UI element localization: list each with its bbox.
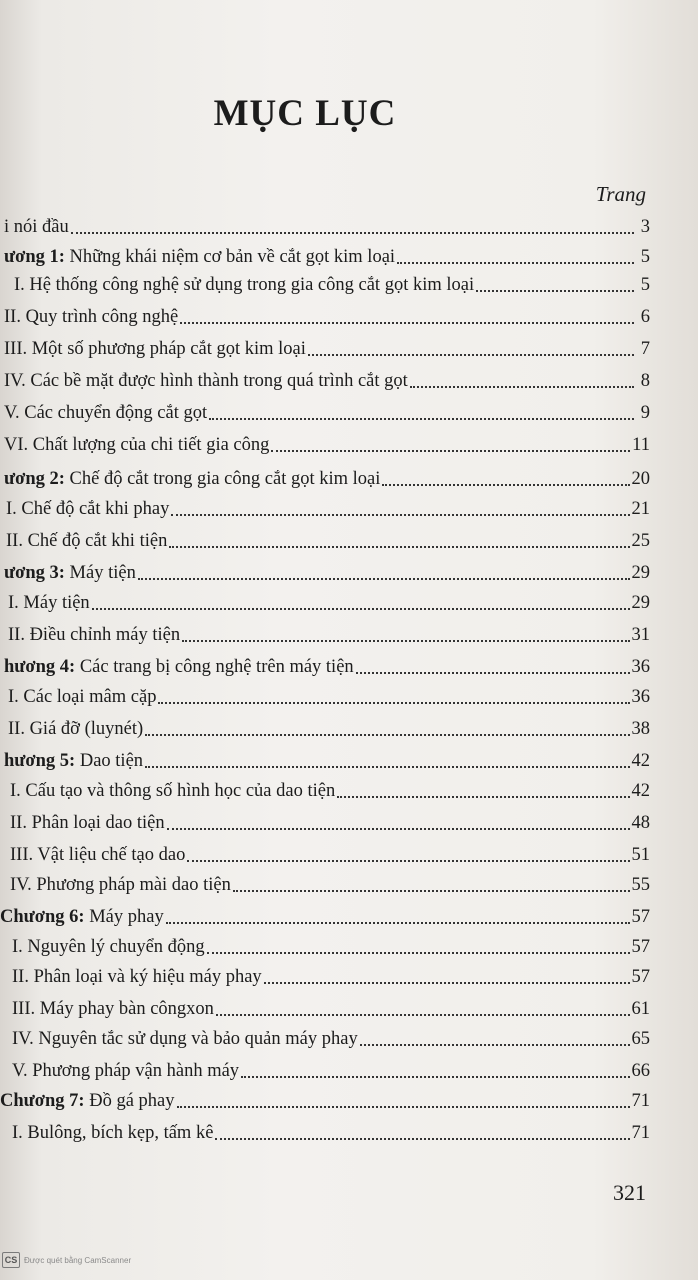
dot-leader <box>337 795 629 798</box>
toc-chapter-row <box>0 1082 650 1112</box>
toc-page-number: 71 <box>631 1091 650 1111</box>
dot-leader <box>169 545 629 548</box>
toc-entry-label <box>12 1122 213 1144</box>
toc-entry-label <box>4 562 136 584</box>
dot-leader <box>71 231 634 234</box>
chapter-prefix: hương 4: <box>4 657 76 677</box>
toc-entry-text: I. Chế độ cắt khi phay <box>6 499 170 519</box>
dot-leader <box>233 889 630 892</box>
toc-page-number: 11 <box>632 435 650 455</box>
page-title: MỤC LỤC <box>213 93 397 134</box>
toc-chapter-row <box>0 898 650 928</box>
toc-entry-label <box>0 1090 175 1112</box>
watermark-text: Được quét bằng CamScanner <box>24 1255 132 1265</box>
toc-section-row <box>0 990 650 1020</box>
dot-leader <box>167 827 630 830</box>
toc-entry-text: II. Giá đỡ (luynét) <box>8 719 144 739</box>
toc-entry-label <box>10 780 335 802</box>
toc-section-row <box>0 866 650 896</box>
toc-entry-text: III. Một số phương pháp cắt gọt kim loại <box>4 339 306 359</box>
toc-entry-label <box>12 1060 239 1082</box>
toc-section-row <box>0 330 650 360</box>
toc-entry-label <box>4 750 143 772</box>
toc-entry-text: Dao tiện <box>75 751 144 771</box>
toc-page-number: 36 <box>631 657 650 677</box>
dot-leader <box>209 417 634 420</box>
dot-leader <box>171 513 629 516</box>
toc-entry-text: II. Phân loại và ký hiệu máy phay <box>12 967 262 987</box>
toc-entry-text: I. Máy tiện <box>8 593 90 613</box>
toc-section-row <box>0 1020 650 1050</box>
toc-entry-label <box>10 812 165 834</box>
toc-section-row <box>0 522 650 552</box>
toc-section-row <box>0 928 650 958</box>
toc-section-row <box>0 616 650 646</box>
toc-section-row <box>0 958 650 988</box>
toc-entry-text: II. Phân loại dao tiện <box>10 813 165 833</box>
dot-leader <box>360 1043 630 1046</box>
chapter-prefix: Chương 7: <box>0 1091 85 1111</box>
toc-page-number: 51 <box>631 845 650 865</box>
toc-page-number: 29 <box>631 593 650 613</box>
toc-page-number: 25 <box>631 531 650 551</box>
toc-entry-text: II. Chế độ cắt khi tiện <box>6 531 168 551</box>
toc-chapter-row <box>0 238 650 268</box>
toc-page-number: 6 <box>640 307 650 327</box>
toc-entry-text: I. Nguyên lý chuyển động <box>12 937 205 957</box>
toc-entry-label <box>12 966 262 988</box>
toc-page-number: 66 <box>631 1061 650 1081</box>
toc-section-row <box>0 804 650 834</box>
toc-section-row <box>0 584 650 614</box>
toc-page-number: 9 <box>640 403 650 423</box>
toc-page-number: 57 <box>631 907 650 927</box>
toc-entry-label <box>4 370 408 392</box>
toc-chapter-row <box>0 554 650 584</box>
toc-entry-text: IV. Phương pháp mài dao tiện <box>10 875 231 895</box>
dot-leader <box>476 289 634 292</box>
toc-page-number: 5 <box>640 247 650 267</box>
toc-entry-label <box>8 592 90 614</box>
toc-entry-label <box>6 530 167 552</box>
toc-page-number: 36 <box>631 687 650 707</box>
toc-page-number: 21 <box>631 499 650 519</box>
toc-entry-label <box>4 402 207 424</box>
toc-entry-label <box>4 216 69 238</box>
toc-page-number: 57 <box>631 937 650 957</box>
toc-entry-label <box>4 656 354 678</box>
toc-section-row <box>0 362 650 392</box>
scanner-watermark <box>2 1252 131 1268</box>
dot-leader <box>138 577 630 580</box>
toc-page-number: 8 <box>640 371 650 391</box>
dot-leader <box>215 1137 629 1140</box>
toc-page-number: 55 <box>631 875 650 895</box>
toc-entry-text: IV. Nguyên tắc sử dụng và bảo quản máy phay <box>12 1029 358 1049</box>
toc-entry-label <box>8 624 180 646</box>
dot-leader <box>397 261 634 264</box>
toc-entry-label <box>8 718 143 740</box>
toc-entry-text: V. Các chuyển động cắt gọt <box>4 403 208 423</box>
dot-leader <box>271 449 630 452</box>
toc-entry-text: i nói đầu <box>4 217 69 237</box>
toc-entry-text: Máy tiện <box>64 563 136 583</box>
toc-section-row <box>0 1052 650 1082</box>
toc-section-row <box>0 490 650 520</box>
dot-leader <box>92 607 630 610</box>
dot-leader <box>410 385 634 388</box>
toc-entry-label <box>0 906 164 928</box>
toc-entry-label <box>4 434 269 456</box>
toc-chapter-row <box>0 460 650 490</box>
toc-section-row <box>0 1114 650 1144</box>
toc-section-row <box>0 208 650 238</box>
camscanner-icon: CS <box>2 1252 20 1268</box>
toc-page-number: 29 <box>631 563 650 583</box>
dot-leader <box>182 639 629 642</box>
toc-entry-text: II. Quy trình công nghệ <box>4 307 179 327</box>
toc-entry-label <box>6 498 169 520</box>
toc-entry-text: I. Cấu tạo và thông số hình học của dao tiện <box>10 781 336 801</box>
dot-leader <box>177 1105 630 1108</box>
toc-entry-text: IV. Các bề mặt được hình thành trong quá trình cắt gọt <box>4 371 408 391</box>
toc-section-row <box>0 426 650 456</box>
toc-entry-text: Máy phay <box>84 907 164 927</box>
toc-entry-text: Những khái niệm cơ bản về cắt gọt kim loại <box>64 247 396 267</box>
dot-leader <box>356 671 630 674</box>
page-number: 321 <box>613 1180 646 1205</box>
dot-leader <box>166 921 630 924</box>
toc-chapter-row <box>0 648 650 678</box>
toc-entry-label <box>4 468 380 490</box>
toc-entry-label <box>4 306 178 328</box>
toc-entry-text: III. Máy phay bàn côngxon <box>12 999 214 1019</box>
toc-page-number: 42 <box>631 781 650 801</box>
toc-section-row <box>0 678 650 708</box>
toc-section-row <box>0 772 650 802</box>
toc-entry-text: Đồ gá phay <box>84 1091 175 1111</box>
toc-section-row <box>0 394 650 424</box>
dot-leader <box>241 1075 629 1078</box>
toc-entry-label <box>14 274 474 296</box>
dot-leader <box>382 483 629 486</box>
toc-page-number: 38 <box>631 719 650 739</box>
toc-page-number: 65 <box>631 1029 650 1049</box>
toc-section-row <box>0 836 650 866</box>
toc-entry-label <box>4 338 306 360</box>
toc-page-number: 3 <box>640 217 650 237</box>
dot-leader <box>216 1013 630 1016</box>
toc-entry-label <box>10 844 185 866</box>
toc-page-number: 31 <box>631 625 650 645</box>
toc-section-row <box>0 710 650 740</box>
chapter-prefix: Chương 6: <box>0 907 85 927</box>
toc-page-number: 57 <box>631 967 650 987</box>
toc-entry-text: V. Phương pháp vận hành máy <box>12 1061 240 1081</box>
chapter-prefix: ương 2: <box>4 469 65 489</box>
dot-leader <box>207 951 630 954</box>
toc-page-number: 20 <box>631 469 650 489</box>
toc-page-number: 48 <box>631 813 650 833</box>
dot-leader <box>187 859 629 862</box>
toc-entry-text: Chế độ cắt trong gia công cắt gọt kim loại <box>64 469 381 489</box>
dot-leader <box>180 321 634 324</box>
toc-entry-text: I. Hệ thống công nghệ sử dụng trong gia công cắt gọt kim loại <box>14 275 475 295</box>
toc-entry-label <box>12 998 214 1020</box>
chapter-prefix: ương 3: <box>4 563 65 583</box>
dot-leader <box>145 765 629 768</box>
toc-section-row <box>0 266 650 296</box>
chapter-prefix: hương 5: <box>4 751 76 771</box>
toc-section-row <box>0 298 650 328</box>
toc-entry-label <box>12 936 205 958</box>
toc-page-number: 5 <box>640 275 650 295</box>
toc-entry-text: Các trang bị công nghệ trên máy tiện <box>75 657 354 677</box>
toc-page-number: 61 <box>631 999 650 1019</box>
toc-entry-label <box>4 246 395 268</box>
toc-chapter-row <box>0 742 650 772</box>
chapter-prefix: ương 1: <box>4 247 65 267</box>
dot-leader <box>158 701 629 704</box>
toc-page-number: 7 <box>640 339 650 359</box>
toc-entry-label <box>10 874 231 896</box>
toc-entry-text: VI. Chất lượng của chi tiết gia công <box>4 435 270 455</box>
toc-entry-label <box>12 1028 358 1050</box>
toc-page-number: 42 <box>631 751 650 771</box>
dot-leader <box>308 353 634 356</box>
toc-entry-label <box>8 686 156 708</box>
toc-page-number: 71 <box>631 1123 650 1143</box>
toc-entry-text: III. Vật liệu chế tạo dao <box>10 845 186 865</box>
dot-leader <box>145 733 629 736</box>
dot-leader <box>264 981 630 984</box>
page-column-header: Trang <box>595 182 646 206</box>
toc-entry-text: I. Các loại mâm cặp <box>8 687 157 707</box>
toc-entry-text: I. Bulông, bích kẹp, tấm kê <box>12 1123 214 1143</box>
toc-entry-text: II. Điều chỉnh máy tiện <box>8 625 181 645</box>
